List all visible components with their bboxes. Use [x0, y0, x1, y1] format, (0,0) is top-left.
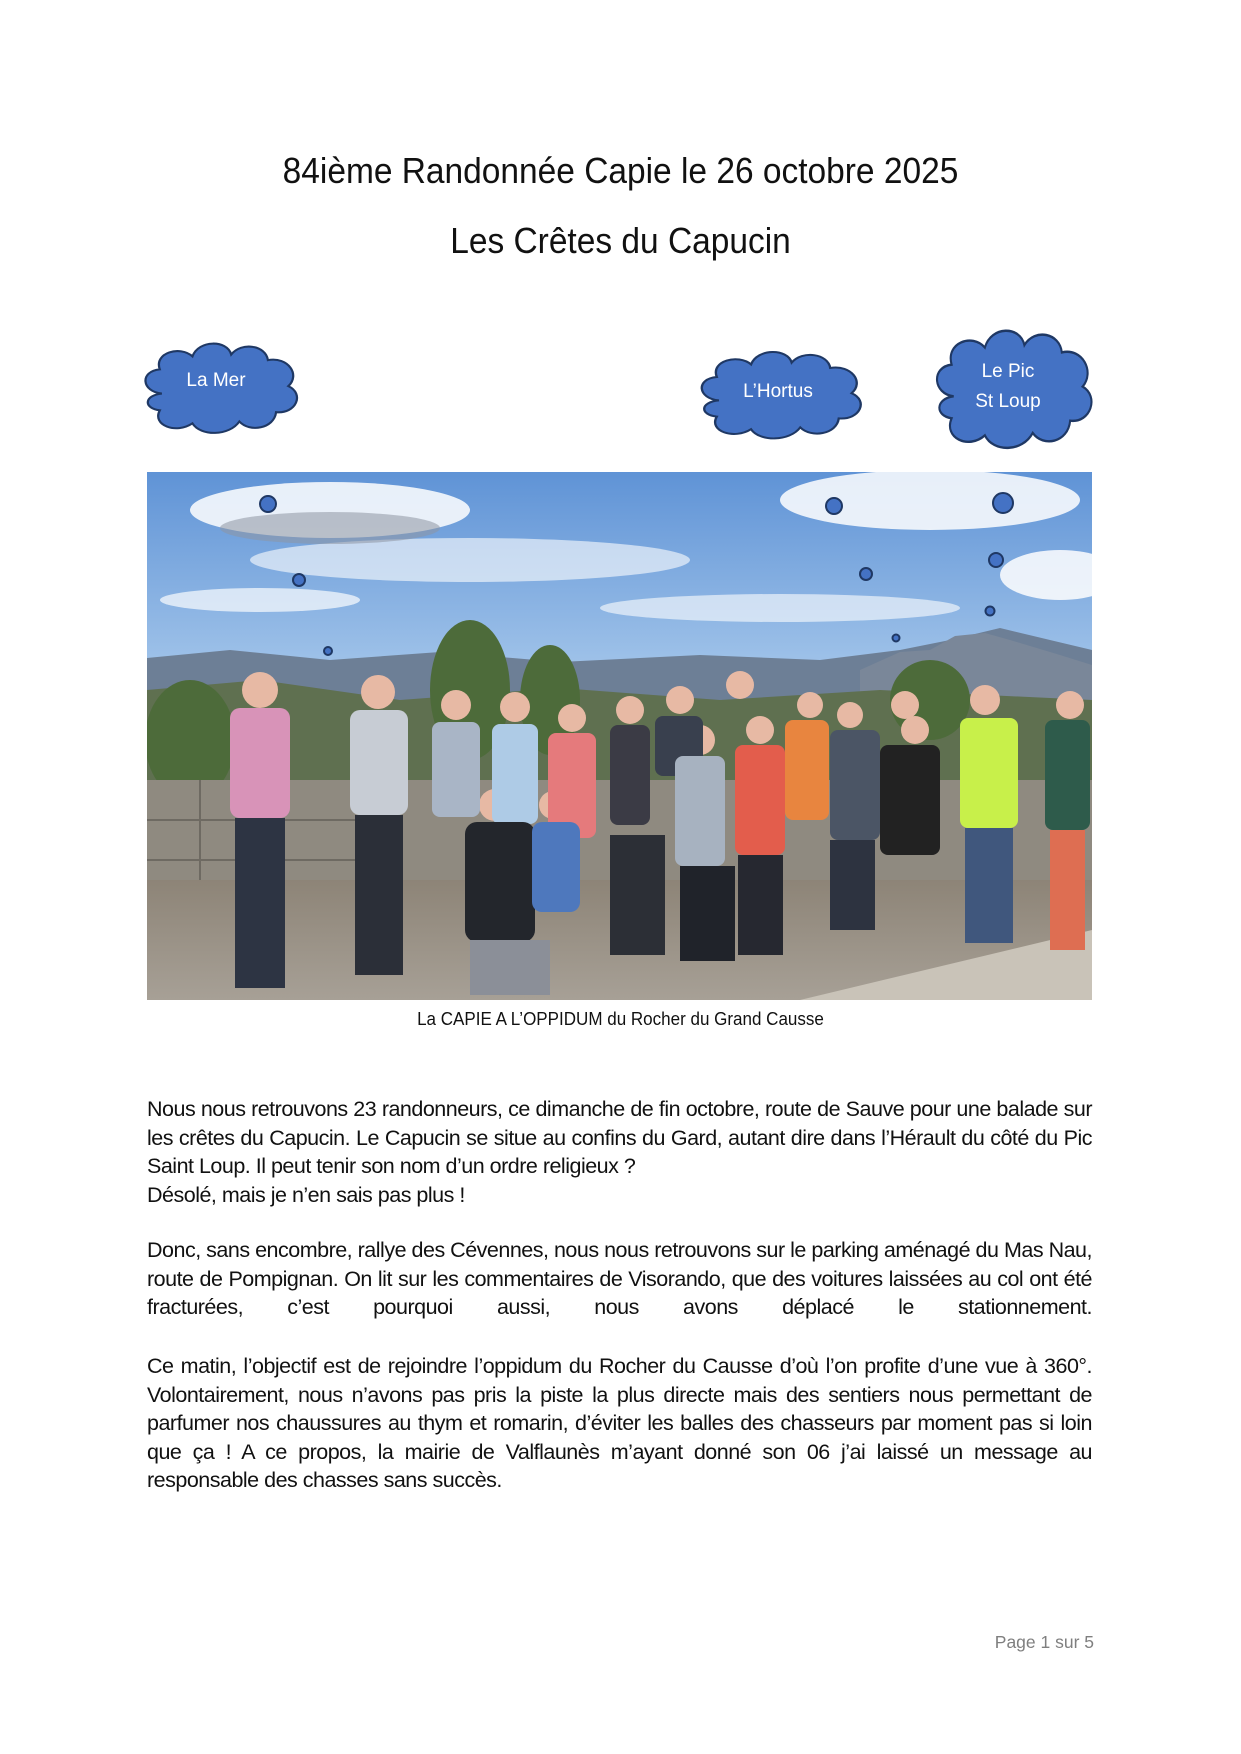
paragraph-3-text: Ce matin, l’objectif est de rejoindre l’oppidum du Rocher du Causse d’où l’on profite d’une vue à 360°. Volontairement, nous n’avons pas pris la piste la plus directe mais des sentiers nous permettant de parfumer nos chaussures au thym et romarin, d’éviter les balles des chasseurs par moment pas si loin que ça ! A ce propos, la mairie de Valflaunès m’ayant donné son 06 j’ai laissé un message au responsable des chasses sans succès. [147, 1354, 1092, 1492]
callout-pic-st-loup [937, 331, 1091, 448]
paragraph-2 [147, 1236, 1092, 1322]
paragraph-3 [147, 1352, 1092, 1495]
page-number: Page 1 sur 5 [994, 1632, 1094, 1652]
document-subtitle: Les Crêtes du Capucin [450, 220, 791, 261]
paragraph-1 [147, 1095, 1092, 1209]
callout-hortus-label: L’Hortus [743, 381, 813, 402]
paragraph-2-text: Donc, sans encombre, rallye des Cévennes, nous nous retrouvons sur le parking aménagé du Mas Nau, route de Pompignan. On lit sur les commentaires de Visorando, que des voitures laissées au col ont été fracturées, c’est pourquoi aussi, nous avons déplacé le stationnement. [147, 1238, 1092, 1319]
document-title: 84ième Randonnée Capie le 26 octobre 2025 [282, 150, 959, 191]
callout-pic-st-loup-line1: Le Pic [981, 361, 1035, 382]
photo-caption: La CAPIE A L’OPPIDUM du Rocher du Grand Causse [417, 1008, 824, 1029]
group-photo [145, 470, 1120, 1000]
callout-pic-st-loup-line2: St Loup [975, 391, 1041, 412]
paragraph-1-text: Nous nous retrouvons 23 randonneurs, ce dimanche de fin octobre, route de Sauve pour une balade sur les crêtes du Capucin. Le Capucin se situe au confins du Gard, autant dire dans l’Hérault du côté du Pic Saint Loup. Il peut tenir son nom d’un ordre religieux ? [147, 1097, 1092, 1178]
paragraph-1-closing: Désolé, mais je n’en sais pas plus ! [147, 1182, 465, 1207]
callout-la-mer-label: La Mer [186, 370, 246, 391]
